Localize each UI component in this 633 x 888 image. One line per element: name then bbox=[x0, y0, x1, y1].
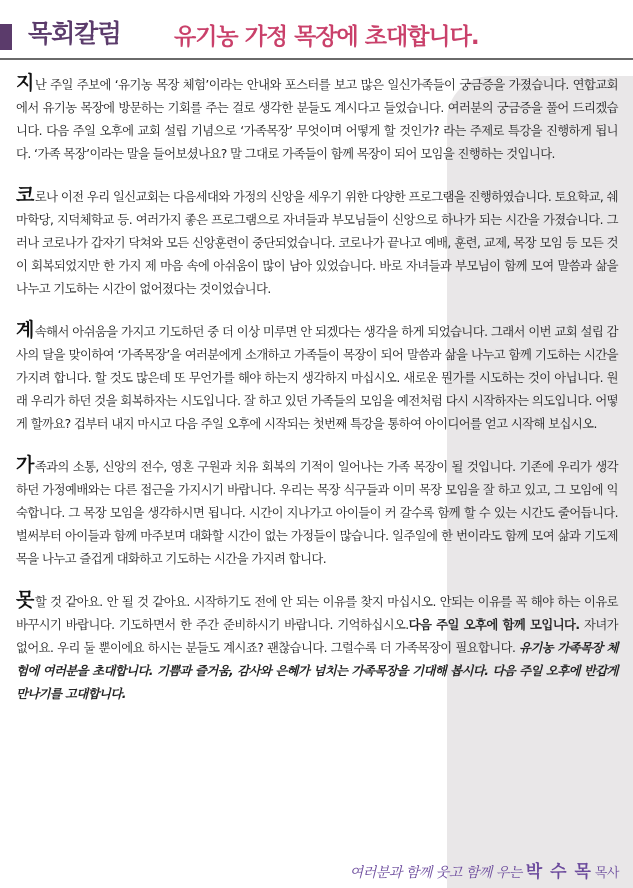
paragraph-text: 족과의 소통, 신앙의 전수, 영혼 구원과 치유 회복의 기적이 일어나는 가족 목장이 될 것입니다. 기존에 우리가 생각하던 가정예배와는 다른 접근을 가지시기 바랍니다. 우리는 목장 식구들과 이미 목장 모임을 잘 하고 있고, 그 모임에 익숙합니다. 그 목장 모임을 생각하시면 됩니다. 시간이 지나가고 아이들이 커 갈수록 함께 할 수 있는 시간도 줄어듭니다. 벌써부터 아이들과 함께 마주보며 대화할 시간이 없는 가정들이 많습니다. 일주일에 한 번이라도 함께 모여 삶과 기도제목을 나누고 즐겁게 대화하고 기도하는 시간을 가지려 합니다. bbox=[16, 460, 618, 566]
paragraph-initial: 계 bbox=[16, 319, 34, 341]
paragraph-text: 속해서 아쉬움을 가지고 기도하던 중 더 이상 미루면 안 되겠다는 생각을 하게 되었습니다. 그래서 이번 교회 설립 감사의 달을 맞이하여 ‘가족목장’을 여러분에게 소개하고 가족들이 목장이 되어 말씀과 삶을 나누고 함께 기도하는 시간을 가지려 합니다. 할 것도 많은데 또 무언가를 해야 하는지 생각하지 마십시오. 새로운 뭔가를 시도하는 것이 아닙니다. 원래 우리가 하던 것을 회복하자는 시도입니다. 잘 하고 있던 가족들의 모임을 예전처럼 다시 시작하자는 의도입니다. 어떻게 할까요? 겁부터 내지 마시고 다음 주일 오후에 시작되는 첫번째 특강을 통하여 아이디어를 얻고 시작해 보십시오. bbox=[16, 325, 618, 431]
paragraph-4 bbox=[16, 454, 618, 571]
bold-emphasis: 다음 주일 오후에 함께 모입니다. bbox=[408, 618, 580, 632]
paragraph-text: 자녀가 없어요. 우리 둘 뿐이에요 하시는 분들도 계시죠? 괜찮습니다. 그럴수록 더 가족목장이 필요합니다. bbox=[16, 618, 618, 655]
paragraph-3 bbox=[16, 319, 618, 436]
signature bbox=[350, 857, 619, 882]
paragraph-text: 난 주일 주보에 ‘유기농 목장 체험’이라는 안내와 포스터를 보고 많은 일신가족들이 궁금증을 가졌습니다. 연합교회에서 유기농 목장에 방문하는 기회를 주는 걸로 생각한 분들도 계시다고 들었습니다. 여러분의 궁금증을 풀어 드리겠습니다. 다음 주일 오후에 교회 설립 기념으로 ‘가족목장’ 무엇이며 어떻게 할 것인가? 라는 주제로 특강을 진행하게 됩니다. ‘가족 목장’이라는 말을 들어보셨나요? 말 그대로 가족들이 함께 목장이 되어 모임을 진행하는 것입니다. bbox=[16, 78, 618, 161]
paragraph-2 bbox=[16, 184, 618, 301]
column-header bbox=[0, 0, 633, 62]
header-accent-bar bbox=[0, 24, 12, 50]
paragraph-text: 할 것 같아요. 안 될 것 같아요. 시작하기도 전에 안 되는 이유를 찾지 마십시오. 안되는 이유를 꼭 해야 하는 이유로 바꾸시기 바랍니다. 기도하면서 한 주간 준비하시기 바랍니다. 기억하십시오. bbox=[16, 595, 618, 632]
paragraph-initial: 가 bbox=[16, 454, 34, 476]
signature-motto: 여러분과 함께 웃고 함께 우는 bbox=[349, 865, 522, 881]
paragraph-initial: 못 bbox=[16, 589, 34, 611]
header-divider bbox=[0, 58, 633, 60]
paragraph-text: 로나 이전 우리 일신교회는 다음세대와 가정의 신앙을 세우기 위한 다양한 프로그램을 진행하였습니다. 토요학교, 쉐마학당, 지덕체학교 등. 여러가지 좋은 프로그램으로 자녀들과 부모님들이 신앙으로 하나가 되는 시간을 가졌습니다. 그러나 코로나가 갑자기 닥쳐와 모든 신앙훈련이 중단되었습니다. 코로나가 끝나고 예배, 훈련, 교제, 목장 모임 등 모든 것이 회복되었지만 한 가지 제 마음 속에 아쉬움이 많이 남아 있었습니다. 바로 자녀들과 부모님이 함께 모여 말씀과 삶을 나누고 기도하는 시간이 없어졌다는 것이었습니다. bbox=[16, 190, 618, 296]
pastor-role: 목사 bbox=[594, 866, 619, 881]
invitation-emphasis: 유기농 가족목장 체험에 여러분을 초대합니다. 기쁨과 즐거움, 감사와 은혜가 넘치는 가족목장을 기대해 봅시다. 다음 주일 오후에 반갑게 만나기를 고대합니다. bbox=[16, 641, 619, 701]
column-title: 유기농 가정 목장에 초대합니다. bbox=[174, 24, 479, 50]
paragraph-initial: 코 bbox=[16, 184, 34, 206]
pastor-name: 박 수 목 bbox=[525, 862, 592, 882]
paragraph-1 bbox=[16, 72, 618, 166]
paragraph-5 bbox=[16, 589, 618, 706]
column-article bbox=[16, 72, 618, 724]
paragraph-initial: 지 bbox=[16, 72, 34, 94]
column-label: 목회칼럼 bbox=[28, 19, 121, 48]
